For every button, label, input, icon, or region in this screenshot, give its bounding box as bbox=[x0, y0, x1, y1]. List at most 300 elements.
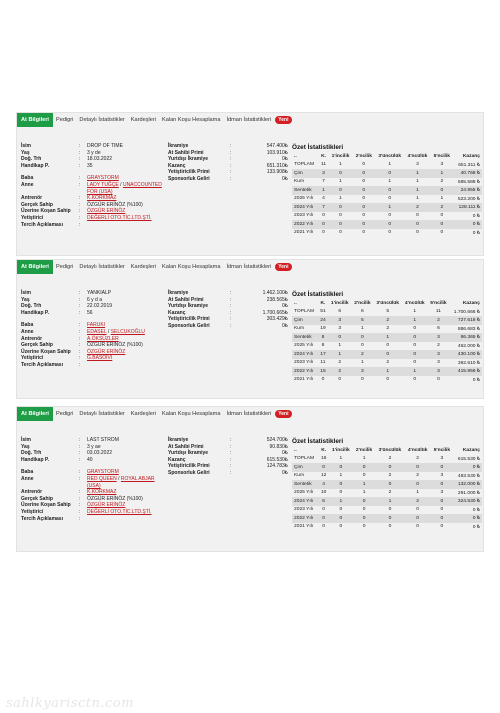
horse-tabs bbox=[17, 260, 292, 274]
tab-2[interactable]: Detaylı İstatistikler bbox=[79, 264, 125, 270]
stats-row bbox=[292, 489, 482, 498]
stats-header: 4'ncülük bbox=[407, 447, 428, 453]
owner-link[interactable]: ÖZGÜR ERİNÖZ bbox=[87, 348, 126, 355]
value-tercih bbox=[87, 362, 167, 369]
stats-cell: 6 bbox=[437, 326, 440, 332]
label-yas: Yaş bbox=[21, 443, 30, 450]
value-yetistirici[interactable] bbox=[87, 509, 167, 516]
label-antrenor: Antrenör bbox=[21, 489, 43, 496]
label-dog: Doğ. Trh bbox=[21, 303, 42, 310]
stats-cell: 0 bbox=[353, 220, 376, 229]
earnings-panel bbox=[168, 290, 288, 330]
stats-cell: 2 bbox=[328, 367, 351, 376]
label-yetistirici: Yetiştirici bbox=[21, 355, 44, 362]
tab-4[interactable]: Kalan Koşu Hesaplama bbox=[161, 411, 221, 417]
value-ikramiye: 524.700₺ bbox=[266, 437, 288, 443]
tab-0[interactable]: At Bilgileri bbox=[17, 113, 53, 127]
info-row-antrenor bbox=[21, 195, 167, 202]
stats-title: Özet İstatistikleri bbox=[292, 144, 344, 151]
colon: : bbox=[79, 328, 81, 335]
owner-link[interactable]: ÖZGÜR ERİNÖZ bbox=[87, 208, 126, 215]
colon: : bbox=[230, 175, 232, 182]
stats-cell: 2 bbox=[416, 456, 420, 462]
colon: : bbox=[79, 162, 81, 169]
value-yas: 3 y ae bbox=[87, 443, 101, 450]
tab-5[interactable]: İdman İstatistikleri bbox=[226, 117, 272, 123]
stats-cell: 2025 Yılı bbox=[294, 196, 314, 202]
tab-1[interactable]: Pedigri bbox=[55, 264, 74, 270]
stats-cell: 2022 Yılı bbox=[292, 220, 319, 229]
stats-row bbox=[292, 186, 482, 195]
earnings-row-yet_primi bbox=[168, 169, 288, 176]
stats-cell: 6 bbox=[361, 309, 364, 315]
stats-cell: 1 bbox=[440, 196, 444, 202]
label-ikramiye: İkramiye bbox=[168, 437, 189, 443]
stats-cell: 1 bbox=[416, 179, 419, 185]
trainer-link[interactable]: K.KORKMAZ bbox=[87, 195, 117, 202]
stats-cell: Çim bbox=[292, 463, 318, 472]
stats-cell: 3 bbox=[328, 316, 351, 325]
stats-cell: 15 bbox=[318, 367, 328, 376]
info-row-uzerine bbox=[21, 208, 167, 215]
value-anne[interactable]: EDASEL / SELCUKOĞLU bbox=[87, 328, 145, 335]
stats-cell: 1 bbox=[413, 309, 417, 315]
summary-stats bbox=[292, 290, 482, 384]
stats-cell: 0 bbox=[405, 463, 431, 472]
stats-row bbox=[292, 325, 482, 334]
stats-cell: 8 bbox=[321, 343, 325, 349]
tab-1[interactable]: Pedigri bbox=[55, 117, 74, 123]
value-anne[interactable]: LADY TUĞÇE / UNACCOUNTED FOR (USA) bbox=[87, 181, 162, 195]
tab-3[interactable]: Kardeşleri bbox=[130, 264, 156, 270]
stats-cell: Kum bbox=[294, 326, 305, 332]
trainer-link[interactable]: K.KORKMAZ bbox=[87, 489, 117, 496]
earnings-row-yurtdisi bbox=[168, 156, 288, 163]
stats-cell: 0 bbox=[339, 230, 342, 236]
colon: : bbox=[79, 443, 81, 450]
stats-cell: Sentetik bbox=[292, 480, 318, 489]
label-yet_primi: Yetiştiricilik Primi bbox=[168, 463, 210, 470]
colon: : bbox=[230, 303, 232, 310]
stats-title: Özet İstatistikleri bbox=[292, 291, 344, 298]
value-uzerine[interactable] bbox=[87, 208, 167, 215]
value-baba[interactable] bbox=[87, 322, 167, 329]
stats-cell: 7 bbox=[319, 203, 329, 212]
value-yetistirici[interactable] bbox=[87, 215, 167, 222]
value-sponsor: 0₺ bbox=[282, 322, 288, 329]
stats-header: 5'ncilik bbox=[433, 447, 451, 453]
horse-card bbox=[16, 406, 484, 552]
value-dog: 18.03.2022 bbox=[87, 156, 113, 163]
colon: : bbox=[230, 162, 232, 169]
stats-row bbox=[292, 497, 482, 506]
stats-cell: TOPLAM bbox=[294, 309, 315, 315]
stats-title: Özet İstatistikleri bbox=[292, 438, 344, 445]
stats-cell: 2022 Yılı bbox=[292, 367, 318, 376]
stats-cell: 0 bbox=[388, 524, 392, 530]
stats-cell: 1 bbox=[402, 316, 427, 325]
colon: : bbox=[230, 443, 232, 450]
trainer-link[interactable]: A.ÖKSÜZLER bbox=[87, 335, 119, 342]
stats-cell: 2023 Yılı bbox=[294, 360, 314, 366]
info-row-yetistirici bbox=[21, 215, 167, 222]
info-row-dog bbox=[21, 156, 167, 163]
value-baba[interactable] bbox=[87, 175, 167, 182]
stats-cell: 0 bbox=[402, 333, 427, 342]
stats-header: K. bbox=[320, 300, 326, 306]
info-row-yas bbox=[21, 150, 167, 157]
stats-cell: 0 bbox=[413, 326, 417, 332]
label-baba: Baba bbox=[21, 322, 34, 329]
value-at_sahibi: 238.565₺ bbox=[266, 296, 288, 303]
colon: : bbox=[79, 303, 81, 310]
stats-cell: 1 bbox=[431, 169, 454, 178]
label-yurtdisi: Yurtdışı İkramiye bbox=[168, 450, 209, 457]
value-ikramiye: 547.400₺ bbox=[266, 143, 288, 149]
colon: : bbox=[79, 469, 81, 476]
stats-cell: 2025 Yılı bbox=[294, 490, 314, 496]
stats-cell: 0 bbox=[319, 220, 329, 229]
stats-cell: 1 bbox=[353, 480, 375, 489]
stats-cell: 0 bbox=[329, 203, 353, 212]
label-tercih: Tercih Açıklaması bbox=[21, 515, 63, 522]
stats-cell: 3 bbox=[440, 456, 444, 462]
stats-cell: 0 bbox=[322, 507, 326, 513]
stats-row bbox=[292, 480, 482, 489]
dam-link[interactable]: RED QUEEN bbox=[87, 475, 117, 482]
stats-cell: 51 bbox=[320, 309, 326, 315]
stats-header: 3'üncülük bbox=[378, 153, 402, 159]
stats-cell: 0 ₺ bbox=[453, 463, 482, 472]
breeder-link[interactable]: G.BASOİVI bbox=[87, 355, 113, 362]
new-badge: Yeni bbox=[275, 410, 291, 418]
stats-cell: 0 bbox=[416, 213, 419, 219]
colon: : bbox=[79, 456, 81, 463]
stats-cell: 0 bbox=[431, 497, 453, 506]
stats-cell: 2 bbox=[427, 316, 449, 325]
colon: : bbox=[79, 175, 81, 182]
colon: : bbox=[79, 502, 81, 509]
stats-cell: 0 bbox=[318, 514, 328, 523]
stats-cell: 0 bbox=[405, 514, 431, 523]
value-tercih bbox=[87, 516, 167, 523]
tab-5[interactable]: İdman İstatistikleri bbox=[226, 411, 272, 417]
tab-0[interactable]: At Bilgileri bbox=[17, 260, 53, 274]
label-yurtdisi: Yurtdışı İkramiye bbox=[168, 303, 209, 310]
dam-link[interactable]: LADY TUĞÇE bbox=[87, 181, 119, 188]
stats-cell: 0 bbox=[329, 480, 353, 489]
value-isim: LAST STROM bbox=[87, 437, 119, 443]
label-dog: Doğ. Trh bbox=[21, 156, 42, 163]
colon: : bbox=[230, 169, 232, 176]
tab-4[interactable]: Kalan Koşu Hesaplama bbox=[161, 264, 221, 270]
stats-cell: 11 bbox=[435, 309, 441, 315]
label-at_sahibi: At Sahibi Primi bbox=[168, 443, 204, 450]
stats-cell: 2 bbox=[351, 350, 373, 359]
stats-header: .. bbox=[294, 300, 297, 306]
horse-info bbox=[21, 143, 167, 228]
stats-header: Kazanç bbox=[462, 447, 480, 453]
tab-2[interactable]: Detaylı İstatistikler bbox=[79, 117, 125, 123]
stats-cell: 1 bbox=[362, 456, 366, 462]
horse-card bbox=[16, 259, 484, 399]
stats-row bbox=[292, 212, 482, 221]
stats-cell: 2023 Yılı bbox=[294, 507, 314, 513]
stats-cell: 2024 Yılı bbox=[292, 203, 319, 212]
stats-cell: 2 bbox=[405, 497, 431, 506]
stats-cell: 1 bbox=[339, 196, 342, 202]
colon: : bbox=[230, 322, 232, 329]
stats-header: Kazanç bbox=[462, 300, 480, 306]
tab-3[interactable]: Kardeşleri bbox=[130, 117, 156, 123]
summary-stats bbox=[292, 143, 482, 237]
stats-cell: 0 bbox=[322, 524, 326, 530]
breeder-link[interactable]: DEĞERLİ OTO.TİC.LTD.ŞTİ. bbox=[87, 214, 152, 221]
label-uzerine: Üzerine Koşan Sahip bbox=[21, 502, 71, 509]
colon: : bbox=[230, 316, 232, 323]
stats-cell: 0 bbox=[353, 514, 375, 523]
stats-cell: 3 bbox=[427, 350, 449, 359]
label-hp: Handikap P. bbox=[21, 162, 49, 169]
info-row-uzerine bbox=[21, 502, 167, 509]
watermark: sahlkyarisctn.com bbox=[6, 696, 134, 711]
stats-header: Kazanç bbox=[462, 153, 480, 159]
label-anne: Anne bbox=[21, 328, 34, 335]
label-yurtdisi: Yurtdışı İkramiye bbox=[168, 156, 209, 163]
colon: : bbox=[79, 296, 81, 303]
colon: : bbox=[79, 361, 81, 368]
label-yet_primi: Yetiştiricilik Primi bbox=[168, 316, 210, 323]
stats-cell: 727.618 ₺ bbox=[449, 316, 482, 325]
tab-5[interactable]: İdman İstatistikleri bbox=[226, 264, 272, 270]
dam-link[interactable]: EDASEL bbox=[87, 328, 107, 335]
value-anne[interactable]: RED QUEEN / ROYAL ABJAR (USA) bbox=[87, 475, 155, 489]
stats-table bbox=[292, 299, 482, 384]
damsire-link[interactable]: SELCUKOĞLU bbox=[110, 328, 145, 335]
stats-cell: 0 bbox=[375, 514, 404, 523]
stats-row bbox=[292, 359, 482, 368]
colon: : bbox=[79, 195, 81, 202]
stats-header: 1'incilik bbox=[330, 300, 349, 306]
tab-0[interactable]: At Bilgileri bbox=[17, 407, 53, 421]
value-gercek: ÖZGÜR ERİNÖZ (%100) bbox=[87, 342, 143, 349]
stats-cell: 1 bbox=[361, 326, 364, 332]
info-row-anne bbox=[21, 476, 167, 489]
stats-cell: 0 bbox=[362, 213, 366, 219]
stats-cell: 392.610 ₺ bbox=[457, 360, 480, 366]
tab-1[interactable]: Pedigri bbox=[55, 411, 74, 417]
earnings-row-kazanc bbox=[168, 163, 288, 170]
stats-row bbox=[292, 514, 482, 523]
horse-tabs bbox=[17, 113, 292, 127]
value-antrenor[interactable] bbox=[87, 195, 167, 202]
value-at_sahibi: 90.830₺ bbox=[269, 443, 288, 450]
stats-row bbox=[292, 178, 482, 187]
colon: : bbox=[230, 143, 232, 149]
damsire-link[interactable]: ROYAL ABJAR (USA) bbox=[87, 475, 155, 489]
stats-cell: TOPLAM bbox=[294, 162, 315, 168]
label-uzerine: Üzerine Koşan Sahip bbox=[21, 208, 71, 215]
stats-cell: 3 bbox=[427, 333, 449, 342]
stats-header: K. bbox=[321, 153, 326, 159]
colon: : bbox=[79, 355, 81, 362]
stats-cell: 4 bbox=[318, 480, 328, 489]
stats-header: 1'incilik bbox=[331, 447, 350, 453]
value-dog: 22.02.2019 bbox=[87, 303, 113, 310]
value-at_sahibi: 103.910₺ bbox=[266, 149, 288, 156]
stats-row bbox=[292, 161, 482, 170]
horse-card bbox=[16, 112, 484, 256]
new-badge: Yeni bbox=[275, 116, 291, 124]
stats-cell: 4 bbox=[322, 196, 325, 202]
stats-cell: 1 bbox=[375, 497, 404, 506]
stats-cell: 16 bbox=[320, 456, 327, 462]
colon: : bbox=[79, 149, 81, 156]
stats-header: 2'ncilik bbox=[354, 300, 371, 306]
stats-cell: 1 bbox=[373, 367, 402, 376]
value-uzerine[interactable] bbox=[87, 502, 167, 509]
colon: : bbox=[79, 495, 81, 502]
stats-cell: 2 bbox=[386, 326, 390, 332]
tab-4[interactable]: Kalan Koşu Hesaplama bbox=[161, 117, 221, 123]
stats-cell: 0 bbox=[388, 213, 392, 219]
stats-cell: 1 bbox=[388, 179, 392, 185]
horse-info bbox=[21, 437, 167, 522]
stats-cell: 0 bbox=[413, 343, 417, 349]
sire-link[interactable]: FARUKI bbox=[87, 322, 106, 329]
stats-cell: 1 bbox=[402, 367, 427, 376]
stats-cell: 3 bbox=[437, 360, 440, 366]
stats-row bbox=[292, 169, 482, 178]
label-ikramiye: İkramiye bbox=[168, 143, 189, 149]
stats-cell: 0 bbox=[416, 507, 420, 513]
info-row-tercih bbox=[21, 362, 167, 369]
sire-link[interactable]: GRAYSTORM bbox=[87, 469, 119, 476]
info-row-dog bbox=[21, 450, 167, 457]
info-row-hp bbox=[21, 163, 167, 170]
info-row-yas bbox=[21, 444, 167, 451]
stats-cell: 2021 Yılı bbox=[294, 230, 314, 236]
stats-cell: Çim bbox=[292, 316, 318, 325]
stats-cell: Çim bbox=[292, 169, 319, 178]
stats-row bbox=[292, 308, 482, 317]
tab-3[interactable]: Kardeşleri bbox=[130, 411, 156, 417]
stats-row bbox=[292, 195, 482, 204]
stats-row bbox=[292, 350, 482, 359]
stats-cell: 1 bbox=[339, 456, 343, 462]
stats-cell: 19 bbox=[320, 326, 326, 332]
stats-cell: 0 bbox=[362, 162, 366, 168]
info-row-baba bbox=[21, 322, 167, 329]
info-row-baba bbox=[21, 175, 167, 182]
stats-cell: 0 bbox=[437, 377, 440, 383]
stats-table bbox=[292, 446, 482, 531]
sire-link[interactable]: GRAYSTORM bbox=[87, 175, 119, 182]
colon: : bbox=[230, 456, 232, 463]
stats-cell: 2 bbox=[338, 360, 342, 366]
value-gercek: ÖZGÜR ERİNÖZ (%100) bbox=[87, 495, 143, 502]
stats-cell: 0 bbox=[375, 220, 404, 229]
stats-cell: 0 bbox=[353, 203, 376, 212]
colon: : bbox=[230, 296, 232, 303]
stats-header: 4'ncülük bbox=[407, 153, 428, 159]
stats-cell: 1 bbox=[373, 333, 402, 342]
stats-header: 1'incilik bbox=[331, 153, 350, 159]
stats-cell: 3 bbox=[319, 169, 329, 178]
colon: : bbox=[230, 437, 232, 443]
colon: : bbox=[230, 156, 232, 163]
stats-header: K. bbox=[321, 447, 327, 453]
stats-cell: 1 bbox=[361, 360, 364, 366]
breeder-link[interactable]: DEĞERLİ OTO.TİC.LTD.ŞTİ. bbox=[87, 508, 152, 515]
stats-cell: 1 bbox=[375, 203, 404, 212]
stats-cell: 2 bbox=[388, 456, 392, 462]
value-tercih bbox=[87, 222, 167, 229]
colon: : bbox=[79, 515, 81, 522]
damsire-link[interactable]: UNACCOUNTED FOR (USA) bbox=[87, 181, 162, 195]
stats-cell: 0 bbox=[339, 524, 343, 530]
stats-cell: 0 bbox=[362, 473, 366, 479]
info-row-yetistirici bbox=[21, 355, 167, 362]
info-row-tercih bbox=[21, 222, 167, 229]
value-sponsor: 0₺ bbox=[282, 175, 288, 182]
earnings-row-kazanc bbox=[168, 457, 288, 464]
value-yetistirici[interactable] bbox=[87, 355, 167, 362]
label-kazanc: Kazanç bbox=[168, 309, 186, 316]
stats-cell: 2 bbox=[404, 203, 430, 212]
owner-link[interactable]: ÖZGÜR ERİNÖZ bbox=[87, 502, 126, 509]
earnings-row-ikramiye bbox=[168, 290, 288, 297]
stats-cell: 0 bbox=[353, 169, 376, 178]
label-uzerine: Üzerine Koşan Sahip bbox=[21, 348, 71, 355]
stats-cell: 430.100 ₺ bbox=[449, 350, 482, 359]
stats-cell: 585.588 ₺ bbox=[457, 179, 480, 185]
stats-cell: 0 bbox=[404, 220, 430, 229]
stats-cell: 523.200 ₺ bbox=[457, 196, 480, 202]
label-yetistirici: Yetiştirici bbox=[21, 214, 44, 221]
label-kazanc: Kazanç bbox=[168, 162, 186, 169]
stats-cell: 3 bbox=[351, 367, 373, 376]
label-hp: Handikap P. bbox=[21, 456, 49, 463]
value-isim: DROP OF TIME bbox=[87, 143, 123, 149]
stats-header: 3'üncülük bbox=[378, 447, 402, 453]
stats-cell: 415.956 ₺ bbox=[449, 367, 482, 376]
tab-2[interactable]: Detaylı İstatistikler bbox=[79, 411, 125, 417]
info-row-isim bbox=[21, 143, 167, 150]
stats-cell: 0 ₺ bbox=[453, 514, 482, 523]
stats-cell: 5 bbox=[351, 316, 373, 325]
value-antrenor[interactable] bbox=[87, 489, 167, 496]
stats-cell: 324.530 ₺ bbox=[453, 497, 482, 506]
value-kazanc: 615.530₺ bbox=[266, 456, 288, 463]
earnings-row-sponsor bbox=[168, 176, 288, 183]
stats-cell: 1 bbox=[329, 497, 353, 506]
stats-header: .. bbox=[294, 153, 297, 159]
stats-cell: 2023 Yılı bbox=[294, 213, 314, 219]
stats-cell: 3 bbox=[416, 162, 419, 168]
stats-header: .. bbox=[294, 447, 297, 453]
stats-cell: 12 bbox=[320, 473, 327, 479]
stats-cell: 0 bbox=[413, 377, 417, 383]
stats-cell: 86.365 ₺ bbox=[449, 333, 482, 342]
value-baba[interactable] bbox=[87, 469, 167, 476]
stats-cell: 6 bbox=[338, 309, 342, 315]
colon: : bbox=[79, 508, 81, 515]
stats-row bbox=[292, 333, 482, 342]
earnings-panel bbox=[168, 143, 288, 183]
value-gercek: ÖZGÜR ERİNÖZ (%100) bbox=[87, 201, 143, 208]
stats-cell: 0 ₺ bbox=[472, 524, 480, 530]
